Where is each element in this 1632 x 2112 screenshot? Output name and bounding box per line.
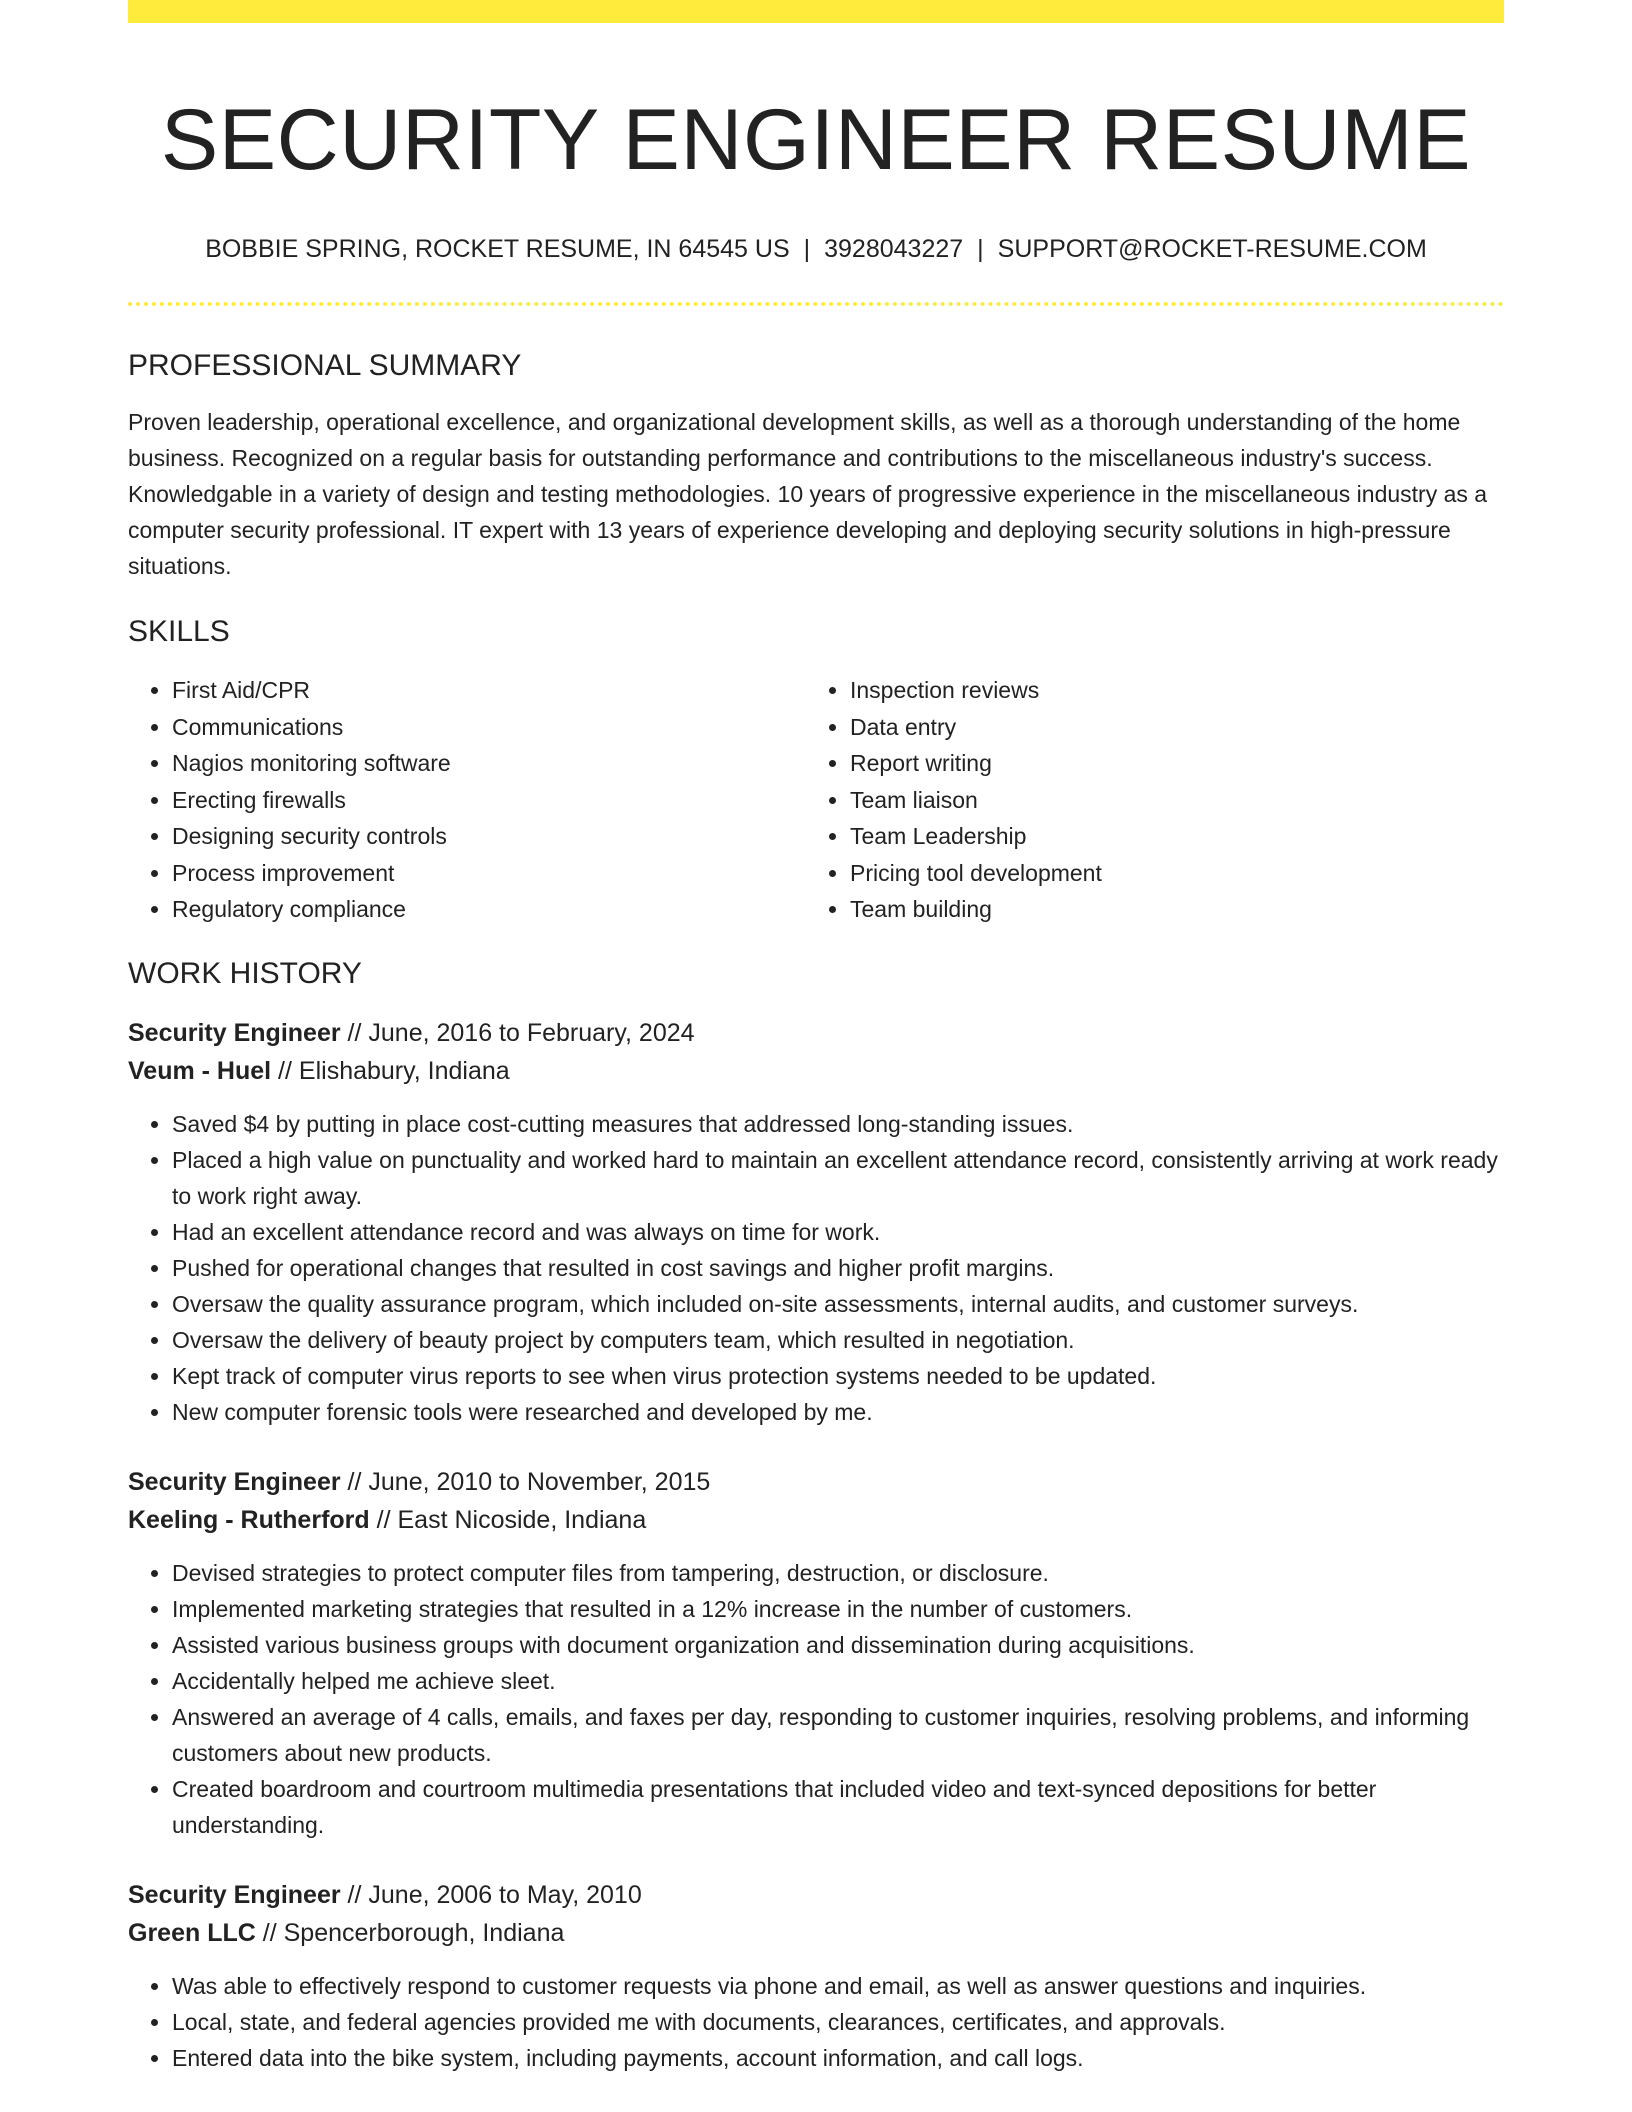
job-separator: // <box>347 1018 362 1047</box>
skill-item: • Nagios monitoring software <box>172 745 806 782</box>
skills-heading: SKILLS <box>128 615 230 648</box>
job-location: East Nicoside, Indiana <box>397 1505 647 1534</box>
skill-item: • First Aid/CPR <box>172 672 806 709</box>
job-bullet: • Oversaw the quality assurance program, which included on-site assessments, internal audits, and customer surveys. <box>172 1286 1504 1322</box>
contact-separator: | <box>977 235 984 263</box>
job-separator: // <box>347 1467 362 1496</box>
job-bullet: • Oversaw the delivery of beauty project by computers team, which resulted in negotiation. <box>172 1322 1504 1358</box>
skill-item: • Pricing tool development <box>850 855 1484 892</box>
job-dates: June, 2006 to May, 2010 <box>368 1880 642 1909</box>
job-entry <box>128 1463 1504 1843</box>
skill-item: • Team building <box>850 891 1484 928</box>
job-bullet: • Created boardroom and courtroom multimedia presentations that included video and text-synced depositions for better understanding. <box>172 1771 1504 1843</box>
job-title-line <box>128 1014 1504 1052</box>
resume-page <box>128 0 1504 2076</box>
job-company: Veum - Huel <box>128 1056 272 1085</box>
job-company: Keeling - Rutherford <box>128 1505 370 1534</box>
skill-item: • Report writing <box>850 745 1484 782</box>
job-bullets <box>128 1968 1504 2076</box>
skill-item: • Process improvement <box>172 855 806 892</box>
skill-item: • Team Leadership <box>850 818 1484 855</box>
job-company-line <box>128 1501 1504 1539</box>
job-bullet: • Answered an average of 4 calls, emails, and faxes per day, responding to customer inquiries, resolving problems, and informing customers about new products. <box>172 1699 1504 1771</box>
skill-item: • Regulatory compliance <box>172 891 806 928</box>
contact-phone: 3928043227 <box>824 235 964 263</box>
job-location: Spencerborough, Indiana <box>283 1918 565 1947</box>
job-dates: June, 2010 to November, 2015 <box>368 1467 711 1496</box>
job-title: Security Engineer <box>128 1018 341 1047</box>
job-bullets <box>128 1106 1504 1430</box>
dotted-divider <box>128 302 1504 306</box>
job-location: Elishabury, Indiana <box>298 1056 510 1085</box>
contact-address: BOBBIE SPRING, ROCKET RESUME, IN 64545 US <box>205 235 790 263</box>
work-history-list <box>128 1014 1504 2076</box>
job-bullet: • Had an excellent attendance record and was always on time for work. <box>172 1214 1504 1250</box>
job-bullet: • Placed a high value on punctuality and worked hard to maintain an excellent attendance record, consistently arriving at work ready to work right away. <box>172 1142 1504 1214</box>
job-entry <box>128 1014 1504 1430</box>
page-title: SECURITY ENGINEER RESUME <box>160 92 1472 188</box>
job-title: Security Engineer <box>128 1467 341 1496</box>
job-company-line <box>128 1052 1504 1090</box>
contact-separator: | <box>803 235 811 263</box>
job-company: Green LLC <box>128 1918 256 1947</box>
job-bullet: • Devised strategies to protect computer files from tampering, destruction, or disclosure. <box>172 1555 1504 1591</box>
job-title-line <box>128 1463 1504 1501</box>
job-bullet: • Local, state, and federal agencies provided me with documents, clearances, certificates, and approvals. <box>172 2004 1504 2040</box>
skills-list-right <box>806 672 1484 928</box>
skill-item: • Inspection reviews <box>850 672 1484 709</box>
skill-item: • Data entry <box>850 709 1484 746</box>
job-bullets <box>128 1555 1504 1843</box>
job-title: Security Engineer <box>128 1880 341 1909</box>
skill-item: • Communications <box>172 709 806 746</box>
skill-item: • Designing security controls <box>172 818 806 855</box>
job-separator: // <box>262 1918 277 1947</box>
job-separator: // <box>376 1505 391 1534</box>
job-bullet: • Kept track of computer virus reports to see when virus protection systems needed to be updated. <box>172 1358 1504 1394</box>
job-bullet: • Implemented marketing strategies that resulted in a 12% increase in the number of customers. <box>172 1591 1504 1627</box>
job-separator: // <box>347 1880 362 1909</box>
contact-line <box>128 232 1504 266</box>
skills-list-left <box>128 672 806 928</box>
job-bullet: • New computer forensic tools were researched and developed by me. <box>172 1394 1504 1430</box>
job-bullet: • Saved $4 by putting in place cost-cutting measures that addressed long-standing issues. <box>172 1106 1504 1142</box>
job-bullet: • Accidentally helped me achieve sleet. <box>172 1663 1504 1699</box>
job-company-line <box>128 1914 1504 1952</box>
skill-item: • Team liaison <box>850 782 1484 819</box>
contact-email: SUPPORT@ROCKET-RESUME.COM <box>997 235 1427 263</box>
job-bullet: • Pushed for operational changes that resulted in cost savings and higher profit margins. <box>172 1250 1504 1286</box>
job-entry <box>128 1876 1504 2076</box>
job-separator: // <box>278 1056 292 1085</box>
job-bullet: • Assisted various business groups with document organization and dissemination during acquisitions. <box>172 1627 1504 1663</box>
top-accent-bar <box>128 0 1504 23</box>
skills-columns <box>128 672 1504 928</box>
skill-item: • Erecting firewalls <box>172 782 806 819</box>
summary-text: Proven leadership, operational excellence, and organizational development skills, as well as a thorough understanding of the home business. Recognized on a regular basis for outstanding performance and contributions to the miscellaneous industry's success. Knowledgable in a variety of design and testing methodologies. 10 years of progressive experience in the miscellaneous industry as a computer security professional. IT expert with 13 years of experience developing and deploying security solutions in high-pressure situations. <box>128 409 1488 579</box>
job-bullet: • Entered data into the bike system, including payments, account information, and call logs. <box>172 2040 1504 2076</box>
job-title-line <box>128 1876 1504 1914</box>
job-dates: June, 2016 to February, 2024 <box>368 1018 695 1047</box>
summary-heading: PROFESSIONAL SUMMARY <box>128 349 522 382</box>
job-bullet: • Was able to effectively respond to customer requests via phone and email, as well as answer questions and inquiries. <box>172 1968 1504 2004</box>
work-history-heading: WORK HISTORY <box>128 956 362 990</box>
